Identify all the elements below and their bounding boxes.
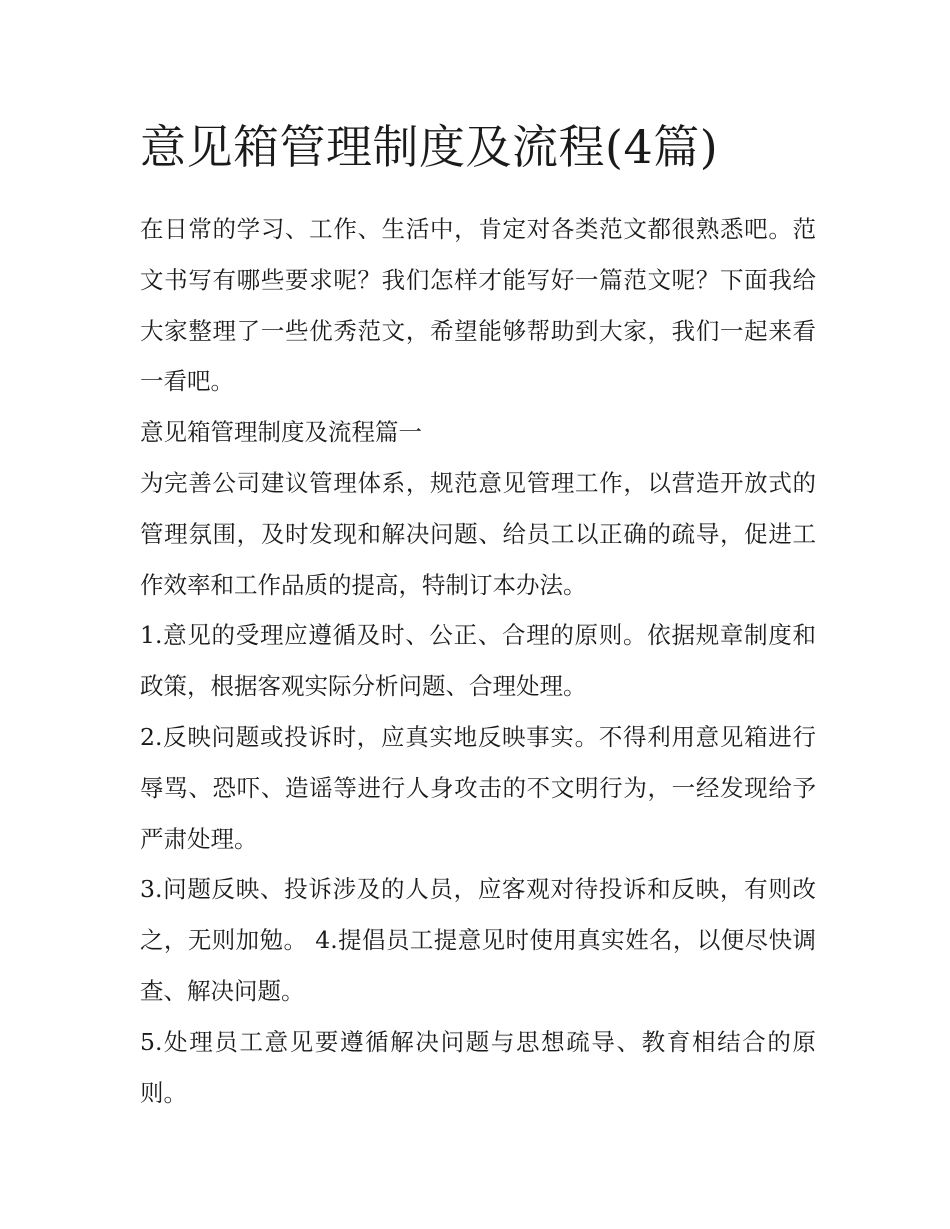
purpose-paragraph: 为完善公司建议管理体系，规范意见管理工作，以营造开放式的管理氛围，及时发现和解决问题、给员工以正确的疏导，促进工作效率和工作品质的提高，特制订本办法。: [140, 468, 816, 599]
intro-paragraph: 在日常的学习、工作、生活中，肯定对各类范文都很熟悉吧。范文书写有哪些要求呢？我们怎样才能写好一篇范文呢？下面我给大家整理了一些优秀范文，希望能够帮助到大家，我们一起来看一看吧。: [140, 215, 816, 396]
rule-item-2: 2.反映问题或投诉时，应真实地反映事实。不得利用意见箱进行辱骂、恐吓、造谣等进行人身攻击的不文明行为，一经发现给予严肃处理。: [140, 722, 816, 853]
rule-item-3-4: 3.问题反映、投诉涉及的人员，应客观对待投诉和反映，有则改之，无则加勉。 4.提倡员工提意见时使用真实姓名，以便尽快调查、解决问题。: [140, 875, 816, 1005]
document-title: 意见箱管理制度及流程(4篇): [140, 120, 719, 174]
rule-item-5: 5.处理员工意见要遵循解决问题与思想疏导、教育相结合的原则。: [140, 1027, 816, 1107]
section-heading: 意见箱管理制度及流程篇一: [140, 418, 422, 447]
document-page: [140, 112, 816, 1118]
rule-item-1: 1.意见的受理应遵循及时、公正、合理的原则。依据规章制度和政策，根据客观实际分析问题、合理处理。: [140, 621, 816, 701]
